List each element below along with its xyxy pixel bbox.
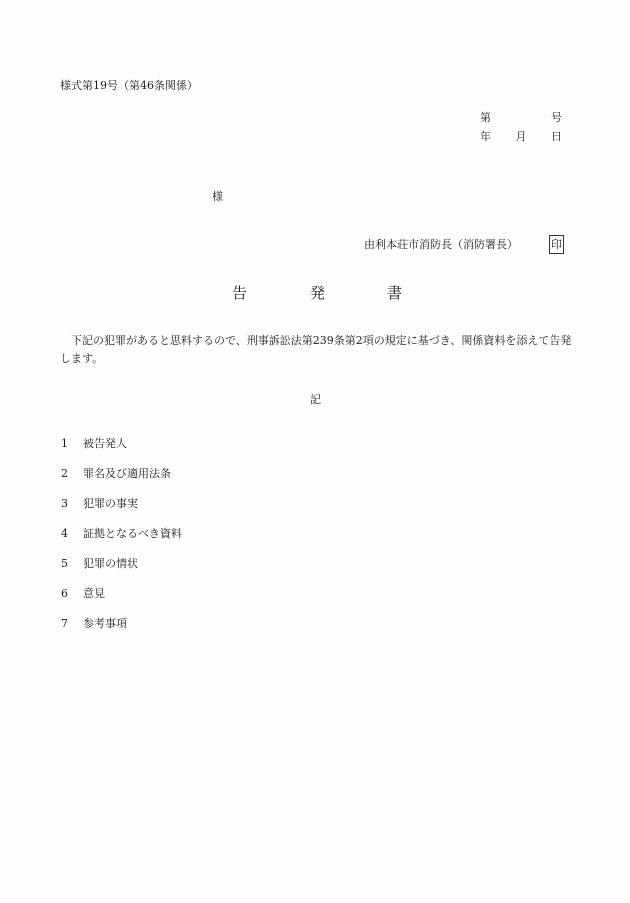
- item-number: 1: [61, 437, 68, 450]
- document-title-char-1: 告: [232, 284, 248, 302]
- list-item: [61, 468, 171, 479]
- item-label: 証拠となるべき資料: [83, 527, 182, 540]
- item-label: 意見: [83, 587, 105, 600]
- item-number: 3: [61, 497, 68, 510]
- item-label: 犯罪の情状: [83, 557, 138, 570]
- item-label: 犯罪の事実: [83, 497, 138, 510]
- item-label: 罪名及び適用法条: [83, 467, 171, 480]
- reference-dai-label: 第: [480, 111, 491, 124]
- addressee-honorific: 様: [212, 190, 223, 203]
- record-heading: 記: [310, 393, 321, 406]
- reference-number-line: [480, 112, 562, 123]
- document-title-char-2: 発: [310, 284, 326, 302]
- issuer-name: 由利本荘市消防長（消防署長）: [364, 238, 518, 251]
- item-number: 7: [61, 617, 68, 630]
- list-item: [61, 618, 127, 629]
- document-title-char-3: 書: [387, 284, 403, 302]
- item-number: 2: [61, 467, 68, 480]
- reference-go-label: 号: [551, 111, 562, 124]
- item-number: 6: [61, 587, 68, 600]
- list-item: [61, 528, 182, 539]
- list-item: [61, 588, 105, 599]
- form-number: 様式第19号（第46条関係）: [60, 79, 198, 92]
- date-month-label: 月: [515, 130, 527, 143]
- body-paragraph-text: 下記の犯罪があると思料するので、刑事訴訟法第239条第2項の規定に基づき、関係資料を添えて告発します。: [60, 334, 572, 365]
- item-label: 被告発人: [83, 437, 127, 450]
- seal-mark: 印: [549, 235, 564, 254]
- item-number: 4: [61, 527, 68, 540]
- date-line: [480, 131, 562, 142]
- body-paragraph: [60, 332, 578, 368]
- item-label: 参考事項: [83, 617, 127, 630]
- date-year-label: 年: [480, 130, 491, 143]
- list-item: [61, 438, 127, 449]
- date-day-label: 日: [551, 130, 562, 143]
- list-item: [61, 498, 138, 509]
- list-item: [61, 558, 138, 569]
- item-number: 5: [61, 557, 68, 570]
